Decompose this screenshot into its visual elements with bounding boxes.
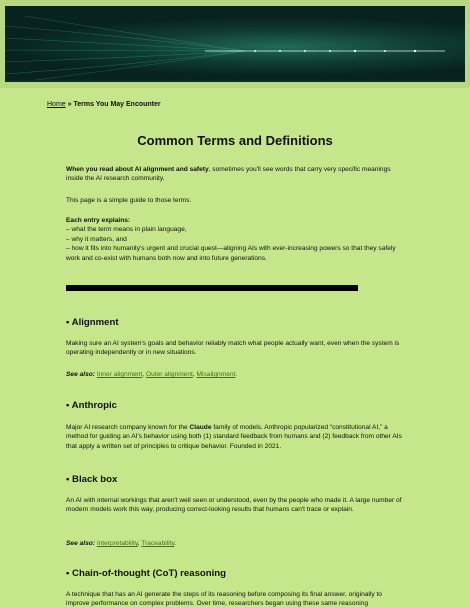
definition-text: Major AI research company known for the <box>66 424 190 431</box>
link-traceability[interactable]: Traceability <box>141 540 175 547</box>
entry-item: – what the term means in plain language, <box>66 226 187 234</box>
entry-explanation <box>66 216 406 263</box>
entry-heading: Each entry explains: <box>66 217 131 224</box>
intro-guide: This page is a simple guide to those terms. <box>66 197 192 204</box>
term-heading-chain-of-thought: • Chain-of-thought (CoT) reasoning <box>66 568 227 579</box>
see-also-alignment: See also: Inner alignment, Outer alignment, Misalignment. <box>66 371 238 378</box>
breadcrumb-separator: » <box>65 101 74 108</box>
term-definition-anthropic <box>66 423 406 451</box>
intro-paragraph <box>66 165 406 184</box>
intro-lead-bold: When you read about AI alignment and safety <box>66 166 209 173</box>
link-inner-alignment[interactable]: Inner alignment <box>96 371 143 378</box>
term-definition-chain-of-thought: A technique that has an AI generate the steps of its reasoning before composing its final answer, originally to improve performance on complex problems. Over time, researchers began using these same reasoning <box>66 591 382 608</box>
breadcrumb <box>47 101 161 108</box>
see-also-label: See also: <box>66 371 95 378</box>
term-heading-black-box: • Black box <box>66 474 118 485</box>
entry-item: – how it fits into humanity's urgent and crucial quest—aligning AIs with ever-increasing powers so that they safely work and co-exist with humans both now and into future generations. <box>66 245 396 262</box>
breadcrumb-current: Terms You May Encounter <box>73 101 161 108</box>
header-banner <box>0 0 470 88</box>
definition-text: family of models. Anthropic popularized “constitutional AI,” a method for guiding an AI's behavior using both (1) standard feedback from humans and (2) feedback from other AIs that apply a written set of principles to critique behavior. Founded in 2021. <box>66 424 402 450</box>
breadcrumb-home-link[interactable]: Home <box>47 101 66 108</box>
term-definition-black-box: An AI with internal workings that aren't well seen or understood, even by the people who made it. A large number of modern models work this way, producing correct-looking results that humans can't trace or explain. <box>66 497 402 514</box>
link-interpretability[interactable]: Interpretability <box>96 540 138 547</box>
link-misalignment[interactable]: Misalignment <box>196 371 236 378</box>
intro-lead-rest: , sometimes you'll see words that carry very specific meanings inside the AI research community. <box>66 166 391 183</box>
see-also-black-box: See also: Interpretability, Traceability. <box>66 540 177 547</box>
term-definition-alignment: Making sure an AI system's goals and behavior reliably match what people actually want, even when the system is operating independently or in new situations. <box>66 340 400 357</box>
link-outer-alignment[interactable]: Outer alignment <box>145 371 193 378</box>
page-title: Common Terms and Definitions <box>137 133 333 148</box>
entry-item: – why it matters, and <box>66 235 127 243</box>
section-divider <box>66 285 358 291</box>
banner-image <box>5 6 465 82</box>
term-heading-alignment: • Alignment <box>66 317 119 328</box>
term-heading-anthropic: • Anthropic <box>66 400 117 411</box>
light-streak-graphic <box>5 6 465 82</box>
see-also-label: See also: <box>66 540 95 547</box>
claude-bold: Claude <box>189 424 212 431</box>
